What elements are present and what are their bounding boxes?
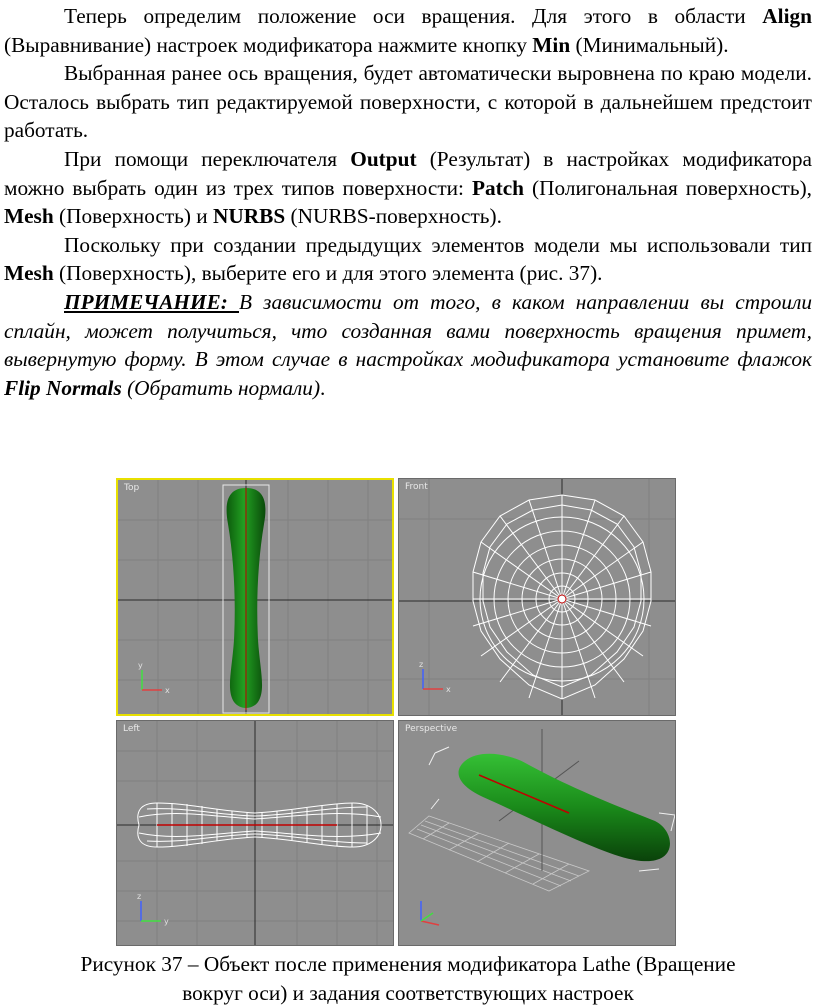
axis-label-x: x	[165, 686, 170, 695]
text: (Поверхность), выберите его и для этого элемента (рис. 37).	[53, 261, 603, 286]
note-label: ПРИМЕЧАНИЕ:	[64, 289, 239, 314]
figure-37	[116, 478, 676, 946]
text: В зависимости от того, в каком направлении вы строили сплайн, может получиться, что созданная вами поверхность вращения примет, вывернутую форму. В этом случае в настройках модификатора установите флажок	[4, 289, 813, 372]
viewport-front[interactable]	[398, 478, 676, 716]
text: (Результат) в настройках модификатора можно выбрать один из трех типов поверхности:	[4, 146, 812, 200]
term-output: Output	[350, 146, 417, 171]
term-align: Align	[762, 4, 812, 28]
wireframe-model	[473, 495, 651, 699]
axis-label-z: z	[137, 892, 142, 901]
viewport-top-canvas	[118, 480, 394, 716]
axis-label-y: y	[138, 661, 143, 670]
axis-tripod	[138, 661, 170, 695]
term-flip-normals: Flip Normals	[4, 375, 122, 400]
text: (Минимальный).	[570, 32, 729, 57]
text: (NURBS-поверхность).	[285, 204, 502, 229]
document-page	[0, 0, 816, 402]
text: Теперь определим положение оси вращения. Для этого в области	[64, 4, 763, 28]
axis-label-y: y	[164, 917, 169, 926]
axis-tripod	[419, 660, 451, 694]
paragraph-1	[0, 2, 816, 59]
viewport-label-top: Top	[124, 483, 140, 493]
figure-caption	[0, 950, 816, 1008]
axis-label-x: x	[446, 685, 451, 694]
paragraph-4	[0, 231, 816, 288]
axis-tripod	[421, 901, 439, 925]
text: (Полигональная поверхность),	[524, 175, 812, 200]
text: (Обратить нормали)	[121, 375, 321, 400]
term-nurbs: NURBS	[213, 204, 286, 229]
axis-label-z: z	[419, 660, 424, 669]
term-min: Min	[532, 32, 571, 57]
paragraph-3	[0, 145, 816, 231]
viewport-left[interactable]	[116, 720, 394, 946]
grid	[399, 479, 676, 716]
viewport-perspective[interactable]	[398, 720, 676, 946]
viewport-perspective-canvas	[399, 721, 676, 946]
viewport-label-left: Left	[123, 724, 140, 734]
note-paragraph	[0, 288, 816, 402]
caption-line-2: вокруг оси) и задания соответствующих настроек	[182, 981, 634, 1005]
text: Поскольку при создании предыдущих элементов модели мы использовали тип	[64, 232, 812, 257]
text: Выбранная ранее ось вращения, будет автоматически выровнена по краю модели. Осталось выбрать тип редактируемой поверхности, с которой в дальнейшем предстоит работать.	[4, 61, 812, 143]
text: (Выравнивание) настроек модификатора нажмите кнопку	[4, 32, 533, 57]
viewport-left-canvas	[117, 721, 394, 946]
text: .	[320, 375, 326, 400]
viewport-label-front: Front	[405, 482, 428, 492]
viewport-top[interactable]	[116, 478, 394, 716]
text: При помощи переключателя	[64, 146, 351, 171]
text: (Поверхность) и	[53, 204, 213, 229]
axis-tripod	[137, 892, 169, 926]
viewport-label-perspective: Perspective	[405, 724, 458, 734]
paragraph-2	[0, 59, 816, 145]
term-patch: Patch	[471, 175, 525, 200]
viewport-front-canvas	[399, 479, 676, 716]
term-mesh: Mesh	[4, 204, 54, 229]
term-mesh: Mesh	[4, 261, 54, 286]
model-shape	[459, 754, 670, 861]
caption-line-1: Рисунок 37 – Объект после применения модификатора Lathe (Вращение	[80, 952, 736, 976]
